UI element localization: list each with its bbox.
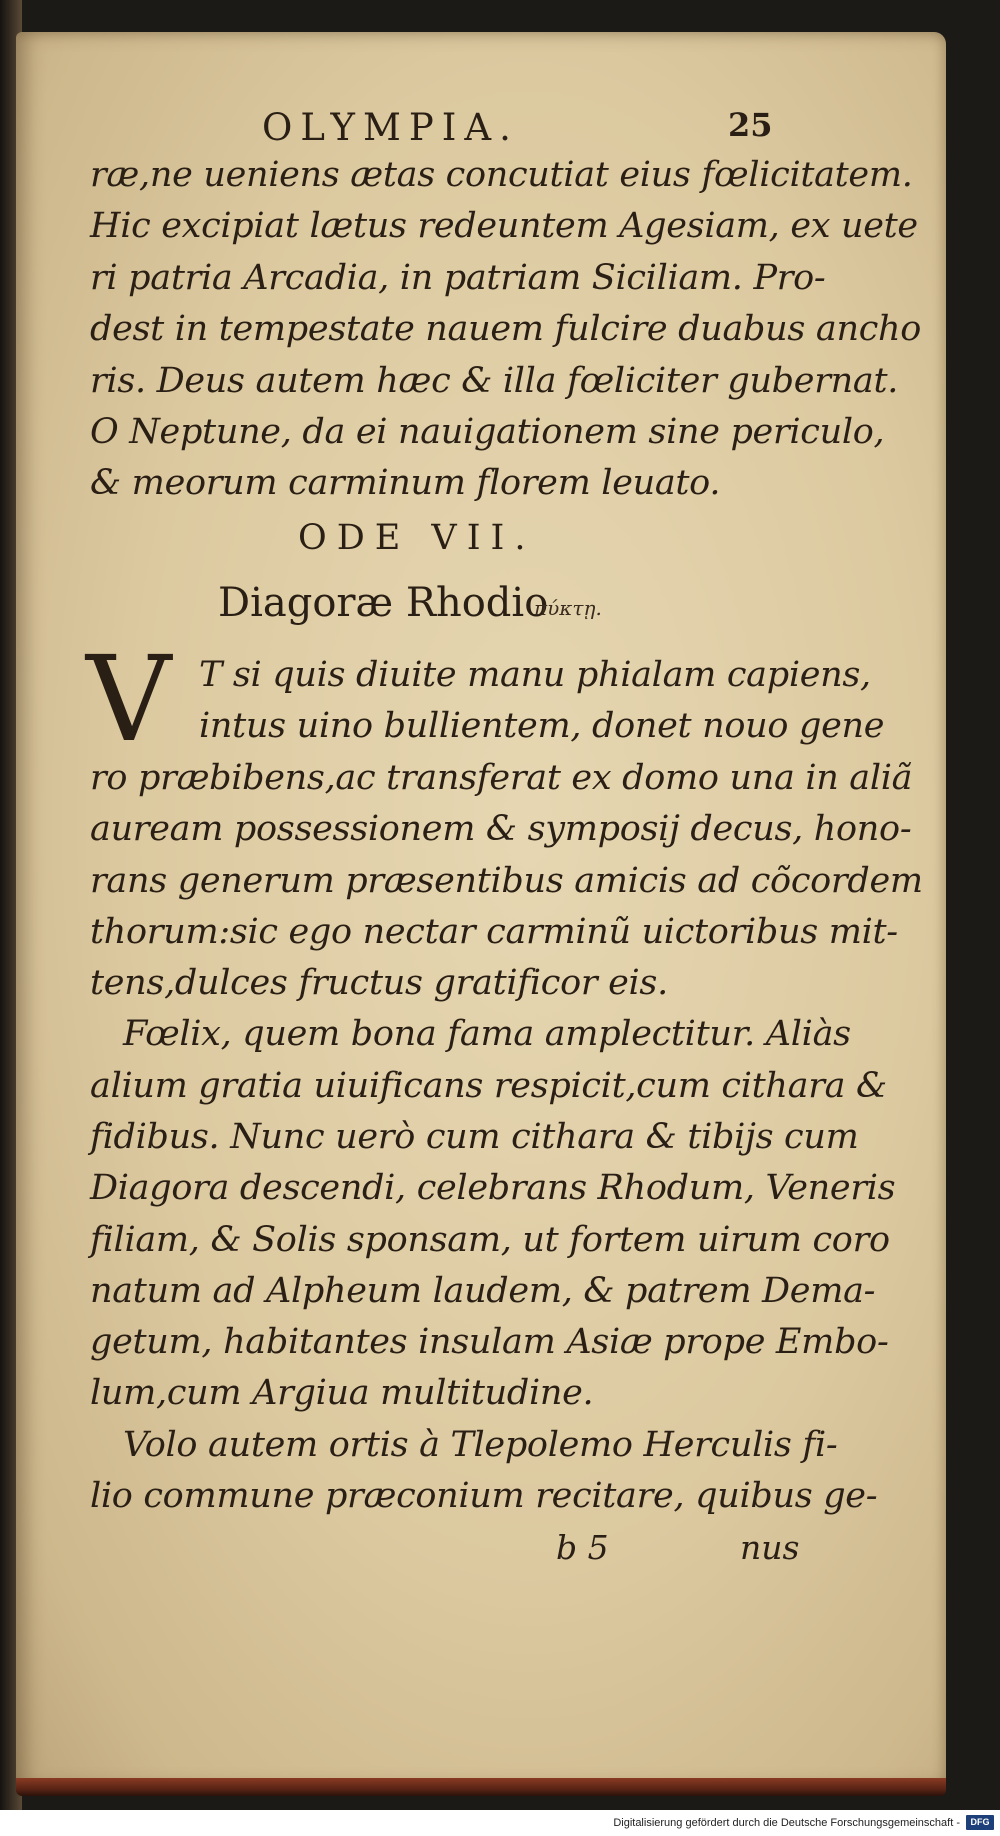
running-head: OLYMPIA. bbox=[262, 106, 519, 149]
greek-word: πύκτῃ. bbox=[534, 596, 602, 620]
ode-subtitle: Diagoræ Rhodio bbox=[218, 580, 549, 626]
digitization-credit: Digitalisierung gefördert durch die Deutsche Forschungsgemeinschaft - bbox=[613, 1817, 960, 1829]
text-line: O Neptune, da ei nauigationem sine periculo, bbox=[90, 412, 885, 452]
text-line: Fœlix, quem bona fama amplectitur. Aliàs bbox=[123, 1014, 851, 1054]
text-line: alium gratia uiuificans respicit,cum cithara & bbox=[90, 1066, 887, 1106]
text-line: lio commune præconium recitare, quibus ge- bbox=[90, 1476, 878, 1516]
text-line: natum ad Alpheum laudem, & patrem Dema- bbox=[90, 1271, 876, 1311]
text-line: ri patria Arcadia, in patriam Siciliam. Pro- bbox=[90, 258, 826, 298]
ode-title: ODE VII. bbox=[298, 518, 536, 558]
page-bottom-edge bbox=[16, 1778, 946, 1796]
text-line: getum, habitantes insulam Asiæ prope Embo- bbox=[90, 1322, 889, 1362]
text-line: thorum:sic ego nectar carminũ uictoribus mit- bbox=[90, 912, 898, 952]
text-line: filiam, & Solis sponsam, ut fortem uirum coro bbox=[90, 1220, 890, 1260]
text-line: auream possessionem & symposij decus, hono- bbox=[90, 809, 912, 849]
dfg-logo-icon: DFG bbox=[966, 1815, 994, 1830]
text-line: ris. Deus autem hæc & illa fœliciter gubernat. bbox=[90, 361, 899, 401]
text-line: fidibus. Nunc uerò cum cithara & tibijs cum bbox=[90, 1117, 859, 1157]
text-line: tens,dulces fructus gratificor eis. bbox=[90, 963, 668, 1003]
text-line: intus uino bullientem, donet nouo gene bbox=[199, 706, 885, 746]
text-line: ræ,ne ueniens ætas concutiat eius fœlicitatem. bbox=[90, 155, 913, 195]
text-line: Hic excipiat lætus redeuntem Agesiam, ex uete bbox=[90, 206, 918, 246]
text-line: ro præbibens,ac transferat ex domo una in aliã bbox=[90, 758, 913, 798]
text-line: rans generum præsentibus amicis ad cõcordem bbox=[90, 861, 923, 901]
text-line: Diagora descendi, celebrans Rhodum, Veneris bbox=[90, 1168, 896, 1208]
signature-mark: b 5 bbox=[556, 1528, 609, 1567]
text-line: & meorum carminum florem leuato. bbox=[90, 463, 721, 503]
text-line: Volo autem ortis à Tlepolemo Herculis fi- bbox=[123, 1425, 838, 1465]
text-line: lum,cum Argiua multitudine. bbox=[90, 1373, 594, 1413]
text-line: dest in tempestate nauem fulcire duabus ancho bbox=[90, 309, 922, 349]
text-line: T si quis diuite manu phialam capiens, bbox=[199, 655, 871, 695]
drop-cap: V bbox=[86, 630, 172, 768]
page-number: 25 bbox=[728, 106, 773, 144]
catchword: nus bbox=[740, 1528, 800, 1567]
